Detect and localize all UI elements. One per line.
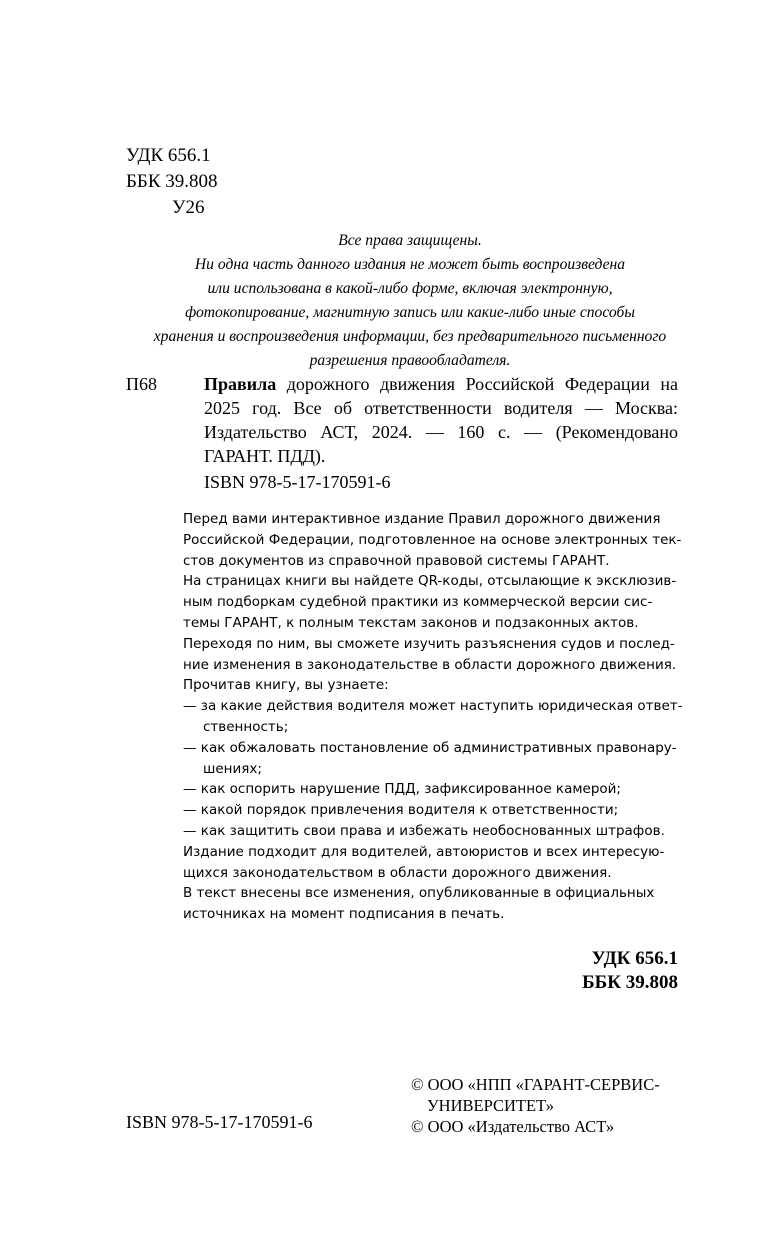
annotation-list-item: — какой порядок привлечения водителя к ответственности; <box>183 802 619 819</box>
footer-udk: УДК 656.1 <box>591 948 678 969</box>
annotation-line: щихся законодательством в области дорожного движения. <box>183 864 612 881</box>
bibliographic-description <box>204 372 678 468</box>
annotation-list-item-cont: шениях; <box>203 760 262 777</box>
footer-isbn: ISBN 978-5-17-170591-6 <box>126 1112 313 1132</box>
annotation-list-item-cont: ственность; <box>203 718 289 735</box>
bibliographic-code: П68 <box>126 374 157 394</box>
annotation-line: стов документов из справочной правовой системы ГАРАНТ. <box>183 552 610 569</box>
annotation-list-item: — как оспорить нарушение ПДД, зафиксированное камерой; <box>183 781 621 798</box>
annotation-line: темы ГАРАНТ, к полным текстам законов и подзаконных актов. <box>183 614 639 631</box>
copyright-block <box>411 1074 660 1137</box>
copyright-line-cont: УНИВЕРСИТЕТ» <box>427 1096 554 1115</box>
annotation-line: ние изменения в законодательстве в области дорожного движения. <box>183 656 677 673</box>
rights-line: разрешения правообладателя. <box>309 352 511 369</box>
annotation-line: В текст внесены все изменения, опубликованные в официальных <box>183 885 655 902</box>
copyright-line: © ООО «НПП «ГАРАНТ-СЕРВИС- <box>411 1075 660 1094</box>
udk-code: УДК 656.1 <box>126 145 211 166</box>
description-text: дорожного движения Российской Федерации на 2025 год. Все об ответственности водителя — Москва: Издательство АСТ, 2024. — 160 с. — (Рекомендовано ГАРАНТ. ПДД). <box>204 374 679 466</box>
rights-line: хранения и воспроизведения информации, без предварительного письменного <box>153 328 667 345</box>
cutter-code: У26 <box>172 197 205 218</box>
classification-block <box>126 143 218 221</box>
annotation <box>183 509 683 925</box>
copyright-line: © ООО «Издательство АСТ» <box>411 1117 615 1136</box>
title-bold: Правила <box>204 374 277 394</box>
rights-notice <box>110 229 710 373</box>
annotation-line: Российской Федерации, подготовленное на основе электронных тек- <box>183 531 682 548</box>
isbn-record: ISBN 978-5-17-170591-6 <box>204 472 391 492</box>
annotation-list-item: — как обжаловать постановление об административных правонару- <box>183 739 677 756</box>
bbk-code: ББК 39.808 <box>126 171 218 192</box>
annotation-list-item: — за какие действия водителя может наступить юридическая ответ- <box>183 698 683 715</box>
footer-bbk: ББК 39.808 <box>582 972 678 993</box>
rights-line: Все права защищены. <box>338 232 482 249</box>
annotation-line: ным подборкам судебной практики из коммерческой версии сис- <box>183 594 653 611</box>
annotation-line: источниках на момент подписания в печать. <box>183 906 505 923</box>
annotation-line: Перед вами интерактивное издание Правил дорожного движения <box>183 511 661 527</box>
annotation-line: Переходя по ним, вы сможете изучить разъяснения судов и послед- <box>183 635 675 652</box>
rights-line: или использована в какой-либо форме, включая электронную, <box>207 280 613 297</box>
annotation-list-item: — как защитить свои права и избежать необоснованных штрафов. <box>183 822 665 839</box>
annotation-line: Издание подходит для водителей, автоюристов и всех интересую- <box>183 843 665 860</box>
annotation-line: На страницах книги вы найдете QR-коды, отсылающие к эксклюзив- <box>183 573 677 590</box>
rights-line: фотокопирование, магнитную запись или какие-либо иные способы <box>185 304 635 321</box>
rights-line: Ни одна часть данного издания не может быть воспроизведена <box>194 256 626 273</box>
annotation-line: Прочитав книгу, вы узнаете: <box>183 677 389 694</box>
footer-classification <box>582 947 678 995</box>
